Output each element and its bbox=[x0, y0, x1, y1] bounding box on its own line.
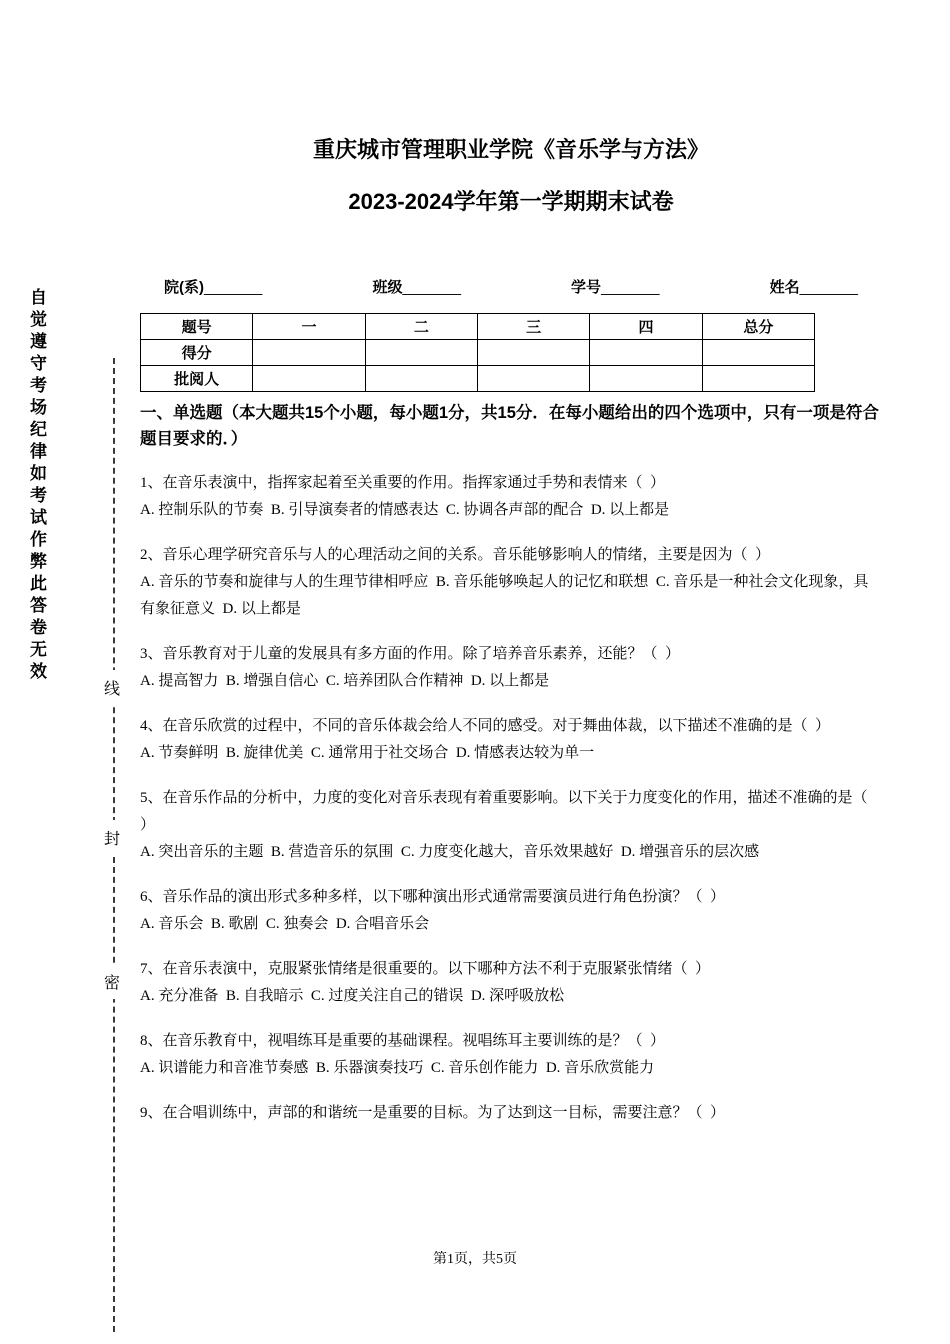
question-options: A. 控制乐队的节奏 B. 引导演奏者的情感表达 C. 协调各声部的配合 D. 以上都是 bbox=[140, 502, 670, 518]
exam-discipline-notice: 自觉遵守考场纪律如考试作弊此答卷无效 bbox=[27, 288, 46, 684]
info-field-name bbox=[770, 276, 858, 297]
question-options: A. 识谱能力和音准节奏感 B. 乐器演奏技巧 C. 音乐创作能力 D. 音乐欣赏能力 bbox=[140, 1060, 655, 1076]
score-cell-empty bbox=[590, 366, 702, 392]
exam-title-line1: 重庆城市管理职业学院《音乐学与方法》 bbox=[312, 137, 709, 162]
score-header-three: 三 bbox=[477, 314, 589, 340]
info-field-department bbox=[164, 276, 262, 297]
score-table bbox=[140, 313, 815, 392]
page-footer: 第1页，共5页 bbox=[433, 1252, 517, 1267]
question-1 bbox=[140, 470, 882, 524]
exam-content bbox=[140, 136, 882, 1127]
question-stem: 4、在音乐欣赏的过程中，不同的音乐体裁会给人不同的感受。对于舞曲体裁，以下描述不准确的是（ ） bbox=[140, 718, 831, 734]
score-row-defen bbox=[141, 340, 815, 366]
info-label-student-id: 学号 bbox=[571, 279, 602, 296]
score-cell-empty bbox=[477, 340, 589, 366]
question-stem: 6、音乐作品的演出形式多种多样，以下哪种演出形式通常需要演员进行角色扮演？（ ） bbox=[140, 889, 726, 905]
info-blank-student-id: _______ bbox=[601, 279, 660, 296]
question-stem: 3、音乐教育对于儿童的发展具有多方面的作用。除了培养音乐素养，还能？（ ） bbox=[140, 646, 681, 662]
student-info-row bbox=[140, 276, 882, 297]
seal-char-mi: 密 bbox=[104, 964, 120, 999]
question-options: A. 提高智力 B. 增强自信心 C. 培养团队合作精神 D. 以上都是 bbox=[140, 673, 550, 689]
score-cell-empty bbox=[253, 366, 365, 392]
score-cell-empty bbox=[590, 340, 702, 366]
section-heading: 一、单选题（本大题共15个小题，每小题1分，共15分．在每小题给出的四个选项中，只有一项是符合题目要求的．） bbox=[140, 404, 879, 448]
seal-dashed-line bbox=[104, 358, 121, 1332]
question-8 bbox=[140, 1028, 882, 1082]
question-2 bbox=[140, 542, 882, 623]
seal-char-feng: 封 bbox=[104, 820, 120, 855]
question-7 bbox=[140, 956, 882, 1010]
score-cell-empty bbox=[477, 366, 589, 392]
score-cell-empty bbox=[365, 340, 477, 366]
score-header-four: 四 bbox=[590, 314, 702, 340]
question-options: A. 充分准备 B. 自我暗示 C. 过度关注自己的错误 D. 深呼吸放松 bbox=[140, 988, 565, 1004]
question-4 bbox=[140, 713, 882, 767]
score-header-total: 总分 bbox=[702, 314, 814, 340]
question-stem: 2、音乐心理学研究音乐与人的心理活动之间的关系。音乐能够影响人的情绪，主要是因为（ ） bbox=[140, 547, 771, 563]
score-row-label-defen: 得分 bbox=[141, 340, 253, 366]
question-options: A. 音乐的节奏和旋律与人的生理节律相呼应 B. 音乐能够唤起人的记忆和联想 C. 音乐是一种社会文化现象，具有象征意义 D. 以上都是 bbox=[140, 574, 869, 617]
question-options: A. 音乐会 B. 歌剧 C. 独奏会 D. 合唱音乐会 bbox=[140, 916, 430, 932]
info-field-class bbox=[373, 276, 461, 297]
question-stem: 9、在合唱训练中，声部的和谐统一是重要的目标。为了达到这一目标，需要注意？（ ） bbox=[140, 1105, 726, 1121]
score-cell-empty bbox=[702, 366, 814, 392]
info-label-name: 姓名 bbox=[769, 279, 800, 296]
seal-char-xian: 线 bbox=[104, 670, 120, 705]
info-label-department: 院(系) bbox=[164, 279, 204, 296]
question-stem: 8、在音乐教育中，视唱练耳是重要的基础课程。视唱练耳主要训练的是？（ ） bbox=[140, 1033, 666, 1049]
question-5 bbox=[140, 785, 882, 866]
question-6 bbox=[140, 884, 882, 938]
score-cell-empty bbox=[253, 340, 365, 366]
score-header-two: 二 bbox=[365, 314, 477, 340]
info-blank-department: _______ bbox=[204, 279, 263, 296]
question-9 bbox=[140, 1100, 882, 1127]
question-3 bbox=[140, 641, 882, 695]
question-stem: 7、在音乐表演中，克服紧张情绪是很重要的。以下哪种方法不利于克服紧张情绪（ ） bbox=[140, 961, 711, 977]
question-options: A. 突出音乐的主题 B. 营造音乐的氛围 C. 力度变化越大，音乐效果越好 D. 增强音乐的层次感 bbox=[140, 844, 760, 860]
score-row-label-piyueren: 批阅人 bbox=[141, 366, 253, 392]
info-field-student-id bbox=[571, 276, 659, 297]
score-table-header-row bbox=[141, 314, 815, 340]
score-row-piyueren bbox=[141, 366, 815, 392]
question-options: A. 节奏鲜明 B. 旋律优美 C. 通常用于社交场合 D. 情感表达较为单一 bbox=[140, 745, 595, 761]
info-blank-name: _______ bbox=[799, 279, 858, 296]
question-stem: 1、在音乐表演中，指挥家起着至关重要的作用。指挥家通过手势和表情来（ ） bbox=[140, 475, 666, 491]
exam-title-line2: 2023-2024学年第一学期期末试卷 bbox=[348, 189, 674, 214]
score-cell-empty bbox=[365, 366, 477, 392]
question-stem: 5、在音乐作品的分析中，力度的变化对音乐表现有着重要影响。以下关于力度变化的作用，描述不准确的是（ ） bbox=[140, 790, 876, 833]
score-header-one: 一 bbox=[253, 314, 365, 340]
score-cell-empty bbox=[702, 340, 814, 366]
info-label-class: 班级 bbox=[372, 279, 403, 296]
info-blank-class: _______ bbox=[402, 279, 461, 296]
score-header-tihao: 题号 bbox=[141, 314, 253, 340]
